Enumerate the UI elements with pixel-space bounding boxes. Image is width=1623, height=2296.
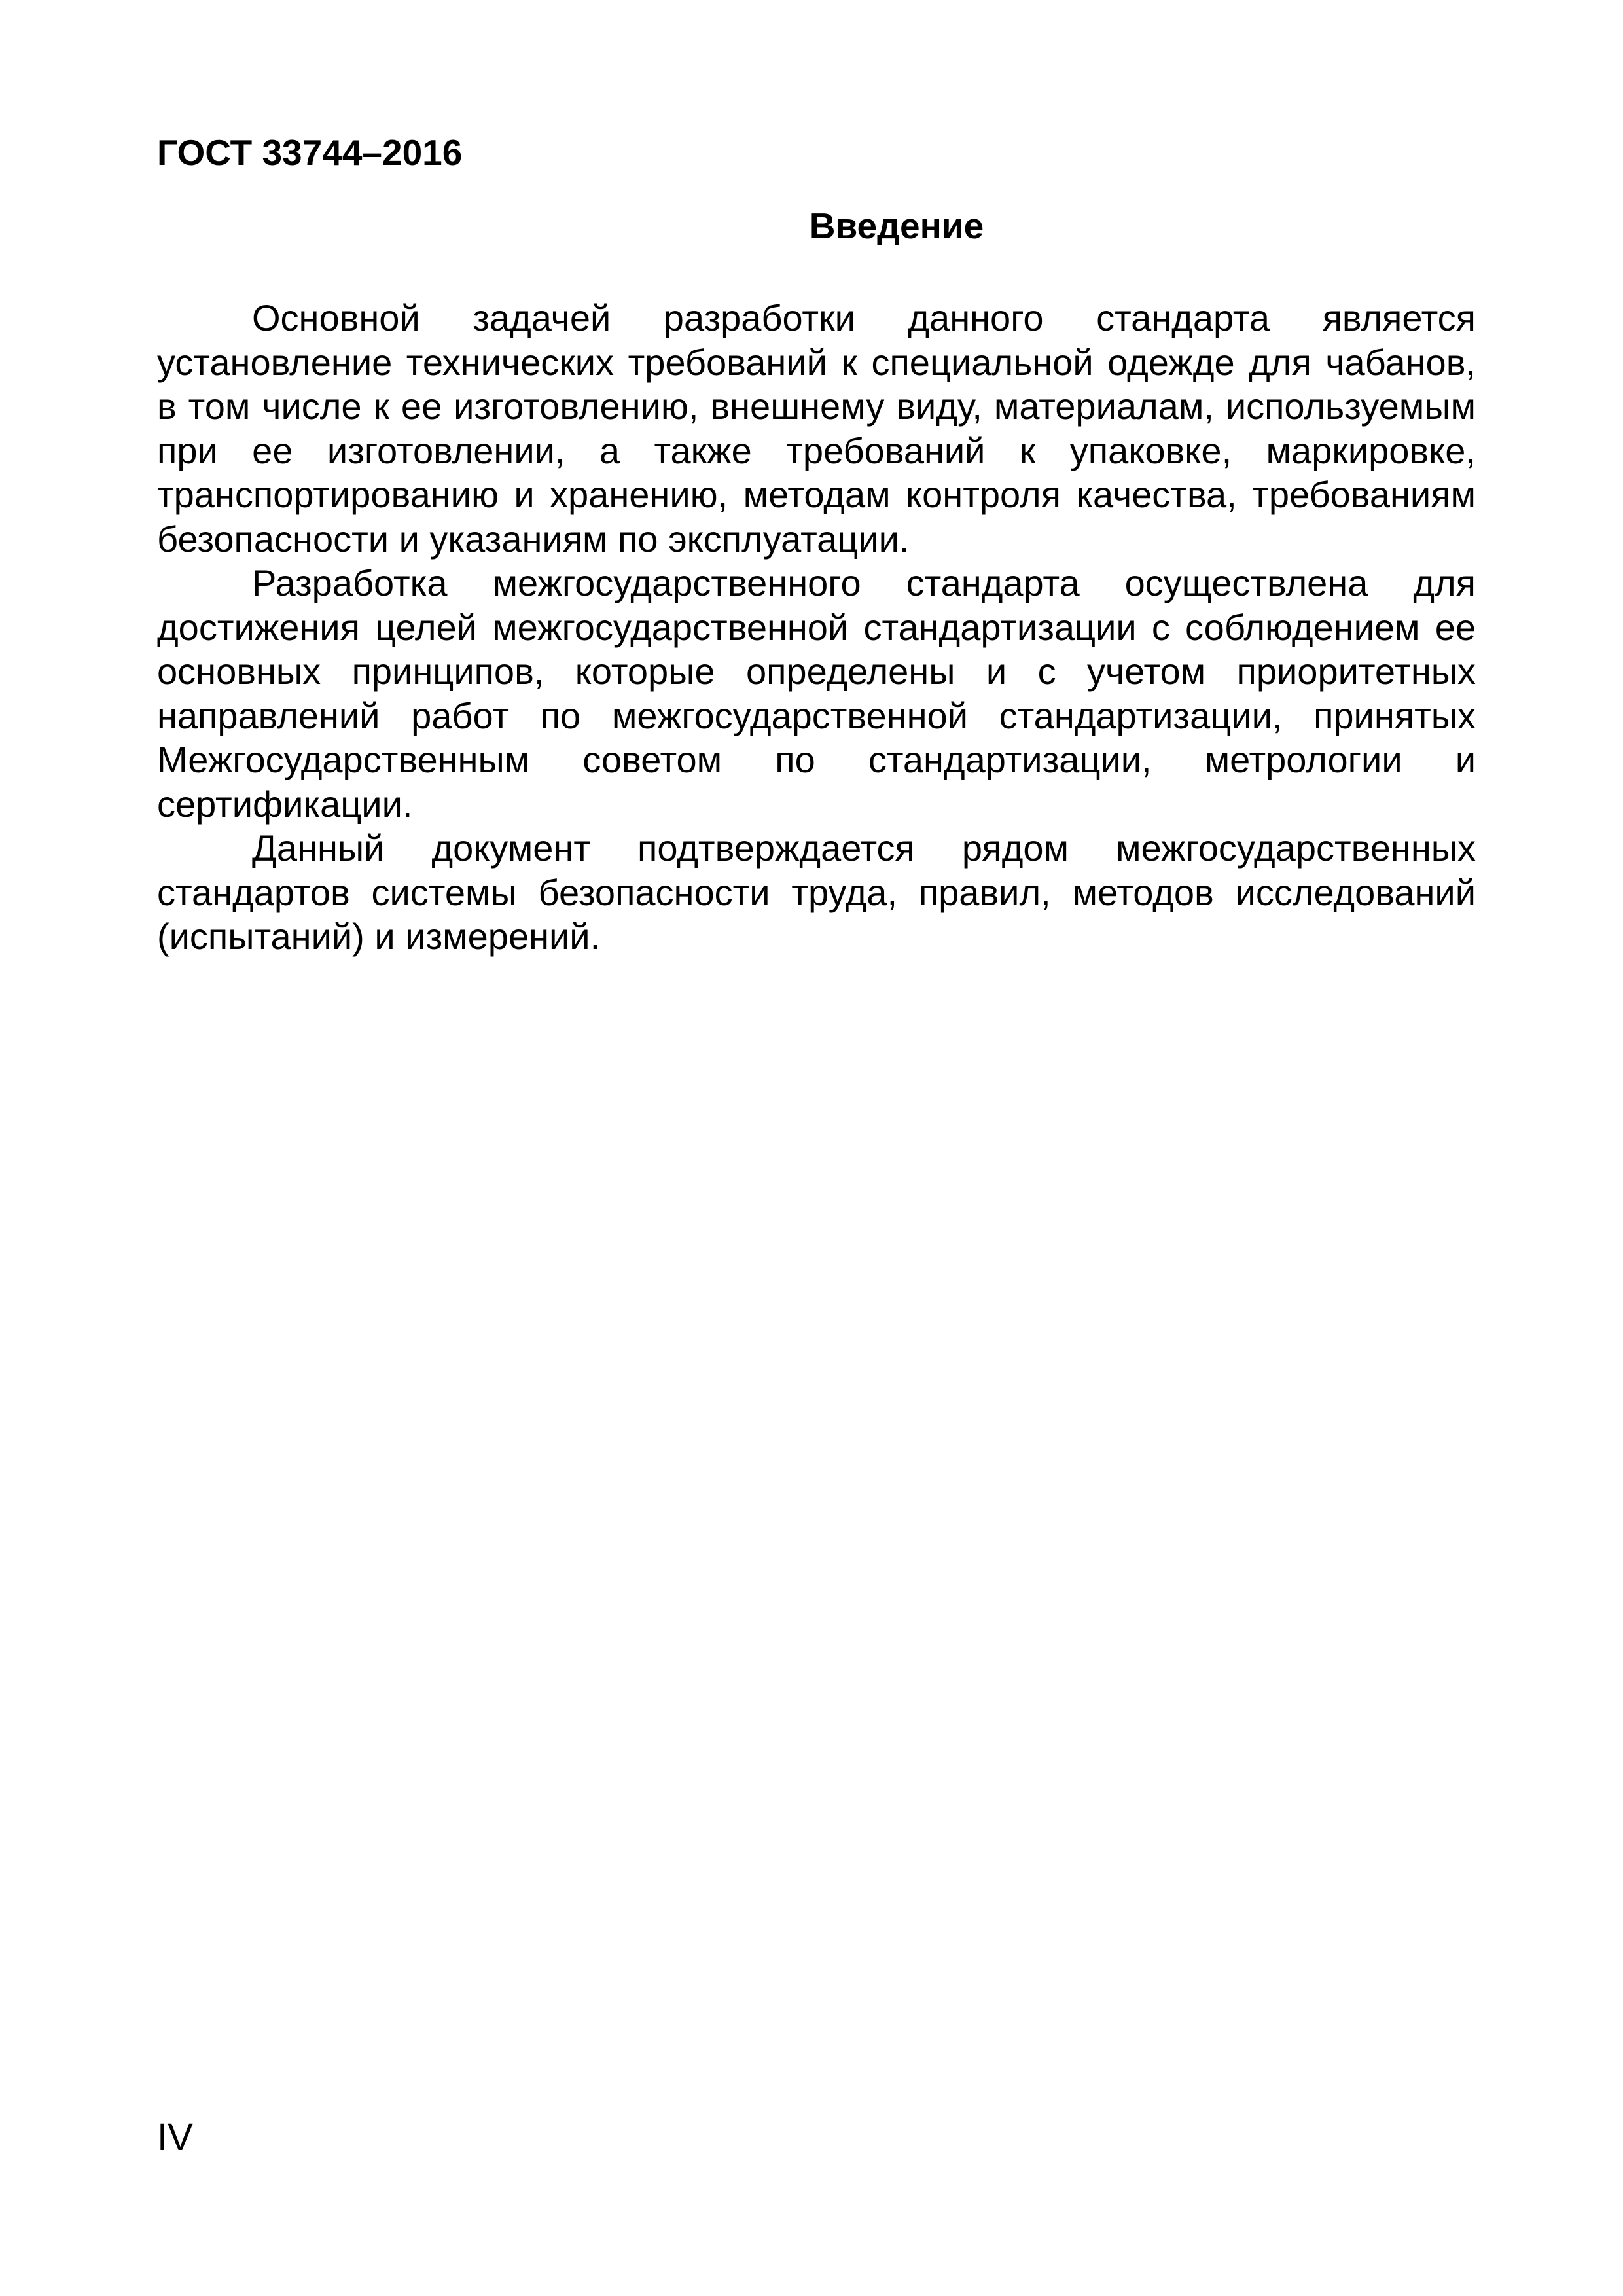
introduction-text <box>157 296 1476 959</box>
section-title: Введение <box>809 206 984 246</box>
paragraph: Данный документ подтверждается рядом межгосударственных стандартов системы безопасности труда, правил, методов исследований (испытаний) и измерений. <box>157 827 1476 957</box>
paragraph: Разработка межгосударственного стандарта осуществлена для достижения целей межгосударственной стандартизации с соблюдением ее основных принципов, которые определены и с учетом приоритетных направлений работ по межгосударственной стандартизации, принятых Межгосударственным советом по стандартизации, метрологии и сертификации. <box>157 562 1476 825</box>
paragraph: Основной задачей разработки данного стандарта является установление технических требований к специальной одежде для чабанов, в том числе к ее изготовлению, внешнему виду, материалам, используемым при ее изготовлении, а также требований к упаковке, маркировке, транспортированию и хранению, методам контроля качества, требованиям безопасности и указаниям по эксплуатации. <box>157 297 1476 560</box>
document-code: ГОСТ 33744–2016 <box>157 132 463 173</box>
page-number: IV <box>157 2116 193 2159</box>
